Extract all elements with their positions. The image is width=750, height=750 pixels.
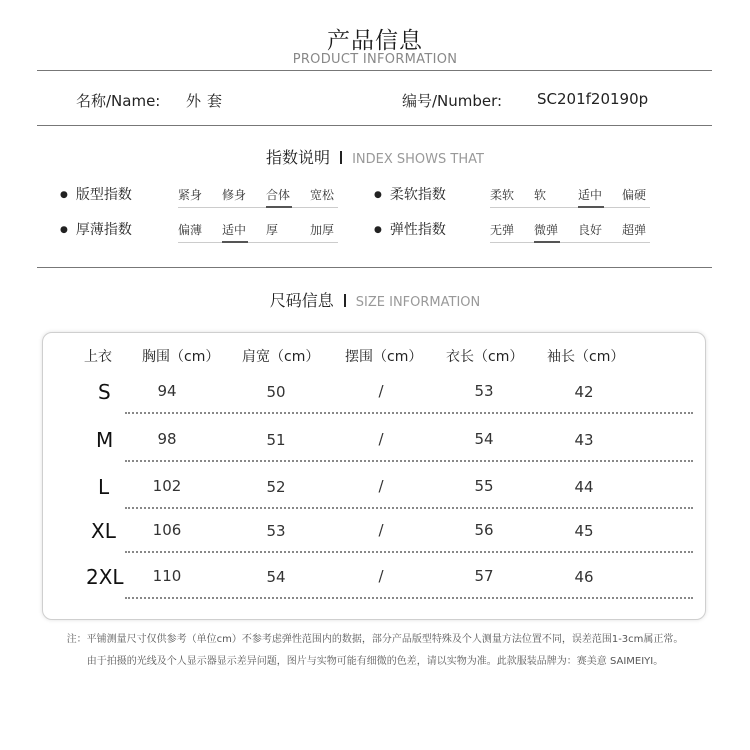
index-label: ● 柔软指数 [374,184,446,204]
note-line-2: 由于拍摄的光线及个人显示器显示差异问题，图片与实物可能有细微的色差，请以实物为准。此款服装品牌为：赛美意 SAIMEIYI。 [86,656,664,667]
table-cell-chest: 98 [157,430,177,448]
table-header-cell: 肩宽（cm） [242,349,320,365]
size-label: XL [91,519,116,543]
table-cell-hem: / [378,567,384,585]
index-option: 良好 [578,223,603,237]
size-label: L [98,475,110,499]
size-label: 2XL [86,565,124,589]
number-value: SC201f20190p [537,90,649,108]
table-header-cell: 袖长（cm） [547,349,625,365]
divider [37,267,712,268]
table-cell-shoulder: 54 [266,568,286,586]
table-cell-chest: 102 [152,477,182,495]
index-title-zh: 指数说明 [266,148,331,167]
index-scale-line [490,207,650,208]
row-divider [125,507,693,509]
table-cell-shoulder: 50 [266,383,286,401]
table-cell-hem: / [378,521,384,539]
table-cell-sleeve: 44 [574,478,594,496]
size-label: S [98,380,111,404]
index-option: 软 [534,188,547,202]
table-cell-shoulder: 51 [266,431,286,449]
size-section-title [0,288,750,311]
table-cell-chest: 106 [152,521,182,539]
index-option: 微弹 [534,223,559,237]
table-cell-sleeve: 46 [574,568,594,586]
index-label: ● 版型指数 [60,184,132,204]
table-cell-hem: / [378,430,384,448]
index-option: 适中 [222,223,247,237]
table-cell-length: 57 [474,567,494,585]
name-value: 外套 [186,92,229,110]
row-divider [125,597,693,599]
table-cell-length: 56 [474,521,494,539]
index-option: 合体 [266,188,291,202]
row-divider [125,412,693,414]
index-option: 宽松 [310,188,335,202]
index-option: 柔软 [490,188,515,202]
row-divider [125,460,693,462]
title-separator [340,151,342,164]
index-label: ● 厚薄指数 [60,219,132,239]
size-title-zh: 尺码信息 [269,291,334,310]
table-cell-hem: / [378,477,384,495]
table-header-cell: 摆围（cm） [345,349,423,365]
divider [37,125,712,126]
divider [37,70,712,71]
index-option: 偏薄 [178,223,203,237]
table-cell-length: 55 [474,477,494,495]
table-cell-hem: / [378,382,384,400]
name-label: 名称/Name: [76,92,161,110]
index-option: 修身 [222,188,247,202]
table-cell-length: 53 [474,382,494,400]
index-option: 紧身 [178,188,203,202]
table-cell-shoulder: 52 [266,478,286,496]
table-cell-sleeve: 45 [574,522,594,540]
index-selected-marker [534,241,560,243]
table-cell-sleeve: 42 [574,383,594,401]
index-selected-marker [578,206,604,208]
index-option: 加厚 [310,223,335,237]
row-divider [125,551,693,553]
table-header-cell: 衣长（cm） [446,349,524,365]
table-cell-length: 54 [474,430,494,448]
size-title-en: SIZE INFORMATION [355,295,481,310]
table-cell-shoulder: 53 [266,522,286,540]
index-scale-line [178,242,338,243]
index-scale-line [178,207,338,208]
index-title-en: INDEX SHOWS THAT [352,152,484,167]
index-option: 厚 [266,223,279,237]
index-option: 适中 [578,188,603,202]
title-separator [344,294,346,307]
index-label: ● 弹性指数 [374,219,446,239]
index-scale-line [490,242,650,243]
index-option: 无弹 [490,223,515,237]
table-cell-chest: 94 [157,382,177,400]
index-section-title [0,145,750,168]
index-selected-marker [222,241,248,243]
index-option: 偏硬 [622,188,647,202]
index-selected-marker [266,206,292,208]
table-header-cell: 胸围（cm） [142,349,220,365]
note-line-1: 注：平铺测量尺寸仅供参考（单位cm）不参考虑弹性范围内的数据，部分产品版型特殊及个人测量方法位置不同，误差范围1-3cm属正常。 [66,634,684,645]
table-header-cell: 上衣 [84,349,112,365]
page-title: 产品信息 [327,28,423,54]
page-subtitle: PRODUCT INFORMATION [292,52,458,67]
size-label: M [96,428,114,452]
number-label: 编号/Number: [402,92,503,110]
table-cell-chest: 110 [152,567,182,585]
index-option: 超弹 [622,223,647,237]
table-cell-sleeve: 43 [574,431,594,449]
